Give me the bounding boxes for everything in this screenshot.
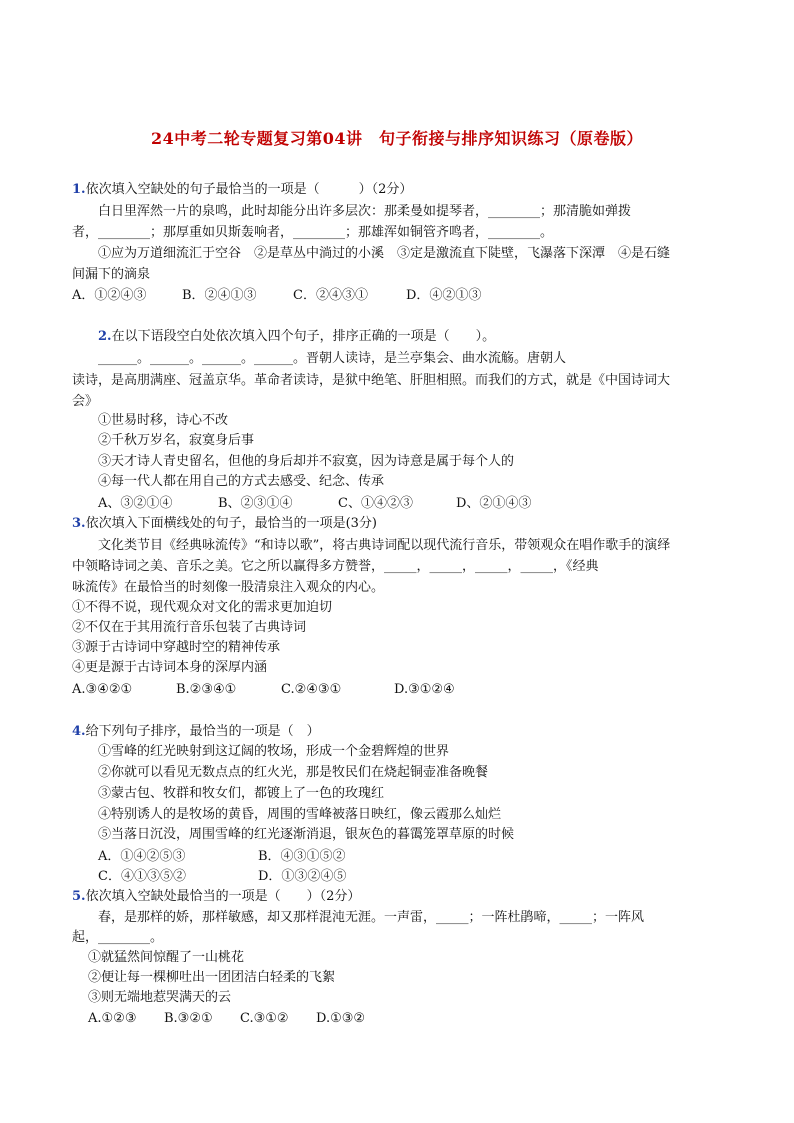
passage-line: 文化类节目《经典咏流传》“和诗以歌”，将古典诗词配以现代流行音乐，带领观众在唱作歌手的演绎 [98,538,671,553]
passage-line: 起，________。 [72,930,164,945]
option-a: A.①②③ [88,1011,137,1026]
question-number: 5. [72,889,86,904]
passage-line: ______。______。______。______。晋朝人读诗，是兰亭集会、曲水流觞。唐朝人 [98,351,567,366]
option-d: D.①③② [316,1011,366,1026]
list-item: ④每一代人都在用自己的方式去感受、纪念、传承 [98,474,385,489]
option-a: A．①②④③ [72,288,147,303]
list-item: ②便让每一棵柳吐出一团团洁白轻柔的飞絮 [88,970,336,985]
option-b: B.③②① [164,1011,213,1026]
list-item: ②千秋万岁名，寂寞身后事 [98,433,255,448]
passage-line: 者，________；那厚重如贝斯轰响者，________；那雄浑如铜管齐鸣者，________。 [72,225,554,240]
option-d: D．①③②④⑤ [258,869,347,884]
question-text: 依次填入下面横线处的句子，最恰当的一项是(3分) [85,516,377,531]
list-item: ④更是源于古诗词本身的深厚内涵 [72,660,268,675]
option-b: B．④③①⑤② [258,849,346,864]
option-b: B、②③①④ [218,496,293,511]
option-d: D．④②①③ [406,288,482,303]
question-2-stem [98,329,495,345]
answer-options [72,682,455,698]
question-number: 3. [72,516,86,531]
option-c: C、①④②③ [338,496,413,511]
page-title: 24中考二轮专题复习第04讲 句子衔接与排序知识练习（原卷版） [150,129,644,148]
list-item: ③则无端地惹哭满天的云 [88,990,232,1005]
list-item: ①世易时移，诗心不改 [98,413,229,428]
question-text: 给下列句子排序，最恰当的一项是（ ） [85,724,320,739]
answer-options [98,849,346,865]
list-item: ②你就可以看见无数点点的红火光，那是牧民们在烧起铜壶准备晚餐 [98,765,489,780]
option-a: A、③②①④ [98,496,173,511]
option-c: C.③①② [240,1011,289,1026]
option-c: C．④①③⑤② [98,869,186,884]
option-c: C.②④③① [281,682,342,697]
passage-line: 白日里浑然一片的泉鸣，此时却能分出许多层次：那柔曼如提琴者，________；那清脆如弹拨 [98,204,632,219]
passage-line: 咏流传》在最恰当的时刻像一股清泉注入观众的内心。 [72,580,385,595]
passage-line: 中领略诗词之美、音乐之美。它之所以赢得多方赞誉，_____，_____，_____，_____，《经典 [72,559,599,574]
option-d: D、②①④③ [456,496,532,511]
list-item: ⑤当落日沉没，周围雪峰的红光逐渐消退，银灰色的暮霭笼罩草原的时候 [98,827,515,842]
choice-line: 间漏下的滴泉 [72,267,151,282]
answer-options [98,496,531,512]
option-b: B．②④①③ [182,288,257,303]
list-item: ①不得不说，现代观众对文化的需求更加迫切 [72,600,333,615]
answer-options [98,869,346,885]
question-number: 4. [72,724,86,739]
option-c: C．②④③① [293,288,368,303]
question-1-stem [72,182,412,198]
question-5-stem [72,889,360,905]
question-3-stem [72,516,377,532]
choice-line: ①应为万道细流汇于空谷 ②是草丛中淌过的小溪 ③定是激流直下陡壁，飞瀑落下深潭 ④是石缝 [98,246,671,261]
question-4-stem [72,724,320,740]
passage-line: 读诗，是高朋满座、冠盖京华。革命者读诗，是狱中绝笔、肝胆相照。而我们的方式，就是《中国诗词大 [72,373,671,388]
option-a: A.③④②① [72,682,133,697]
passage-line: 会》 [72,394,99,409]
option-d: D.③①②④ [394,682,455,697]
list-item: ①雪峰的红光映射到这辽阔的牧场，形成一个金碧辉煌的世界 [98,744,450,759]
list-item: ④特别诱人的是牧场的黄昏，周围的雪峰被落日映红，像云霞那么灿烂 [98,807,502,822]
question-number: 2. [98,329,112,344]
answer-options [88,1011,365,1027]
list-item: ③天才诗人青史留名，但他的身后却并不寂寞，因为诗意是属于每个人的 [98,454,515,469]
list-item: ①就猛然间惊醒了一山桃花 [88,950,245,965]
list-item: ③源于古诗词中穿越时空的精神传承 [72,640,281,655]
option-a: A．①④②⑤③ [98,849,186,864]
question-text: 依次填入空缺处的句子最恰当的一项是（ ）（2分） [85,182,413,197]
list-item: ②不仅在于其用流行音乐包装了古典诗词 [72,620,307,635]
list-item: ③蒙古包、牧群和牧女们，都镀上了一色的玫瑰红 [98,786,385,801]
question-text: 依次填入空缺处最恰当的一项是（ ）（2分） [85,889,361,904]
question-text: 在以下语段空白处依次填入四个句子，排序正确的一项是（ ）。 [111,329,496,344]
passage-line: 春，是那样的娇，那样敏感，却又那样混沌无涯。一声雷，_____；一阵杜鹃啼，_____；一阵风 [98,910,645,925]
question-number: 1. [72,182,86,197]
answer-options [72,288,481,304]
option-b: B.②③④① [176,682,237,697]
